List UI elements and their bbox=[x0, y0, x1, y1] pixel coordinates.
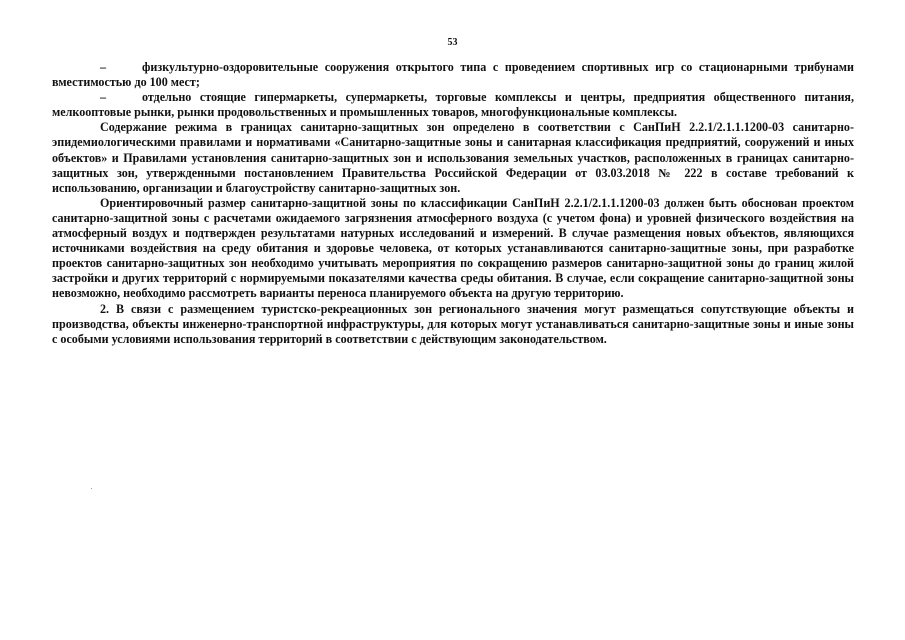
paragraph-tourist-zones: 2. В связи с размещением туристско-рекреационных зон регионального значения могут размещаться сопутствующие объекты и производства, объекты инженерно-транспортной инфраструктуры, для которых могут устанавливаться санитарно-защитные зоны и иные зоны с особыми условиями использования территорий в соответствии с действующим законодательством. bbox=[52, 301, 854, 346]
list-item bbox=[52, 90, 854, 120]
scan-speck bbox=[91, 488, 92, 489]
list-dash-marker: – bbox=[100, 60, 107, 74]
document-body bbox=[52, 60, 854, 347]
paragraph-sanitary-zone-size: Ориентировочный размер санитарно-защитной зоны по классификации СанПиН 2.2.1/2.1.1.1200-03 должен быть обоснован проектом санитарно-защитной зоны с расчетами ожидаемого загрязнения атмосферного воздуха (с учетом фона) и уровней физического воздействия на атмосферный воздух и подтвержден результатами натурных исследований и измерений. В случае размещения новых объектов, являющихся источниками воздействия на среду обитания и здоровье человека, от которых устанавливаются санитарно-защитные зоны, при разработке проектов санитарно-защитных зон необходимо учитывать мероприятия по сокращению размеров санитарно-защитной зоны до границ жилой застройки и других территорий с нормируемыми показателями качества среды обитания. В случае, если сокращение санитарно-защитной зоны невозможно, необходимо рассмотреть варианты переноса планируемого объекта на другую территорию. bbox=[52, 195, 854, 301]
list-item-text: физкультурно-оздоровительные сооружения открытого типа с проведением спортивных игр со стационарными трибунами вместимостью до 100 мест; bbox=[52, 60, 854, 90]
page-number: 53 bbox=[447, 37, 458, 48]
list-item-text: отдельно стоящие гипермаркеты, супермаркеты, торговые комплексы и центры, предприятия общественного питания, мелкооптовые рынки, рынки продовольственных и промышленных товаров, многофункциональные комплексы. bbox=[52, 90, 854, 120]
list-item bbox=[52, 60, 854, 90]
list-dash-marker: – bbox=[100, 90, 107, 105]
paragraph-sanpin-regime: Содержание режима в границах санитарно-защитных зон определено в соответствии с СанПиН 2.2.1/2.1.1.1200-03 санитарно-эпидемиологическими правилами и нормативами «Санитарно-защитные зоны и санитарная классификация предприятий, сооружений и иных объектов» и Правилами установления санитарно-защитных зон и использования земельных участков, расположенных в границах санитарно-защитных зон, утвержденными постановлением Правительства Российской Федерации от 03.03.2018 № 222 в составе требований к использованию, организации и благоустройству санитарно-защитных зон. bbox=[52, 120, 854, 195]
